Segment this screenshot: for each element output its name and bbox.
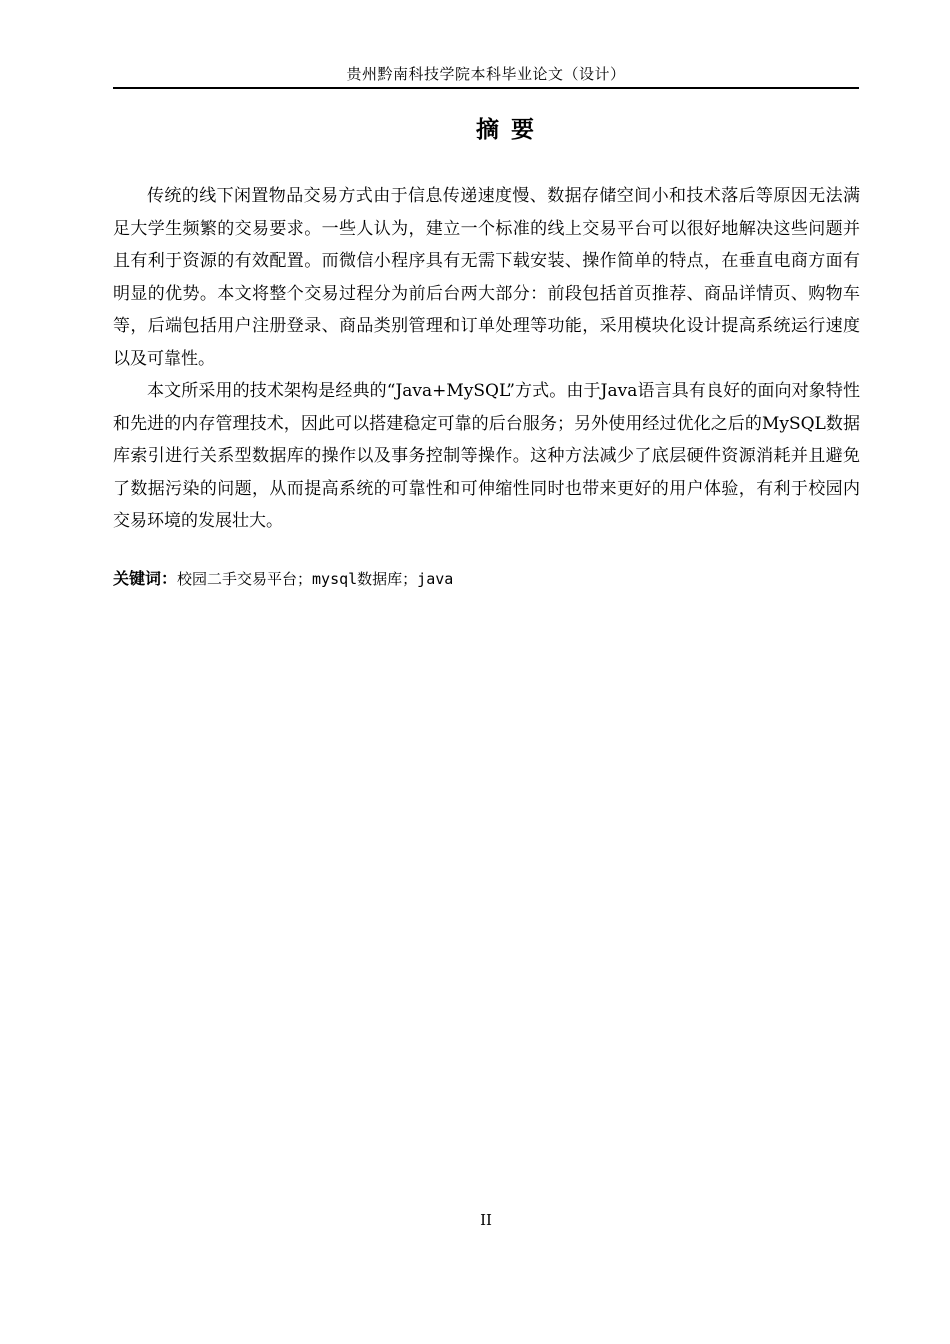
keywords-label: 关键词：: [113, 569, 178, 588]
abstract-title: 摘 要: [475, 117, 536, 143]
abstract-paragraph-2: 本文所采用的技术架构是经典的“Java+MySQL”方式。由于Java语言具有良好的面向对象特性和先进的内存管理技术，因此可以搭建稳定可靠的后台服务；另外使用经过优化之后的MySQL数据库索引进行关系型数据库的操作以及事务控制等操作。这种方法减少了底层硬件资源消耗并且避免了数据污染的问题，从而提高系统的可靠性和可伸缩性同时也带来更好的用户体验，有利于校园内交易环境的发展壮大。: [113, 381, 860, 531]
header-rule: [113, 87, 859, 89]
abstract-paragraph-1: 传统的线下闲置物品交易方式由于信息传递速度慢、数据存储空间小和技术落后等原因无法满足大学生频繁的交易要求。一些人认为，建立一个标准的线上交易平台可以很好地解决这些问题并且有利于资源的有效配置。而微信小程序具有无需下载安装、操作简单的特点，在垂直电商方面有明显的优势。本文将整个交易过程分为前后台两大部分：前段包括首页推荐、商品详情页、购物车等，后端包括用户注册登录、商品类别管理和订单处理等功能，采用模块化设计提高系统运行速度以及可靠性。: [113, 186, 860, 369]
keywords-value: 校园二手交易平台；mysql数据库；java: [177, 570, 454, 588]
running-header: 贵州黔南科技学院本科毕业论文（设计）: [346, 65, 626, 83]
keywords-line: [113, 566, 860, 592]
page-number: II: [480, 1211, 492, 1229]
abstract-body: [113, 180, 860, 538]
